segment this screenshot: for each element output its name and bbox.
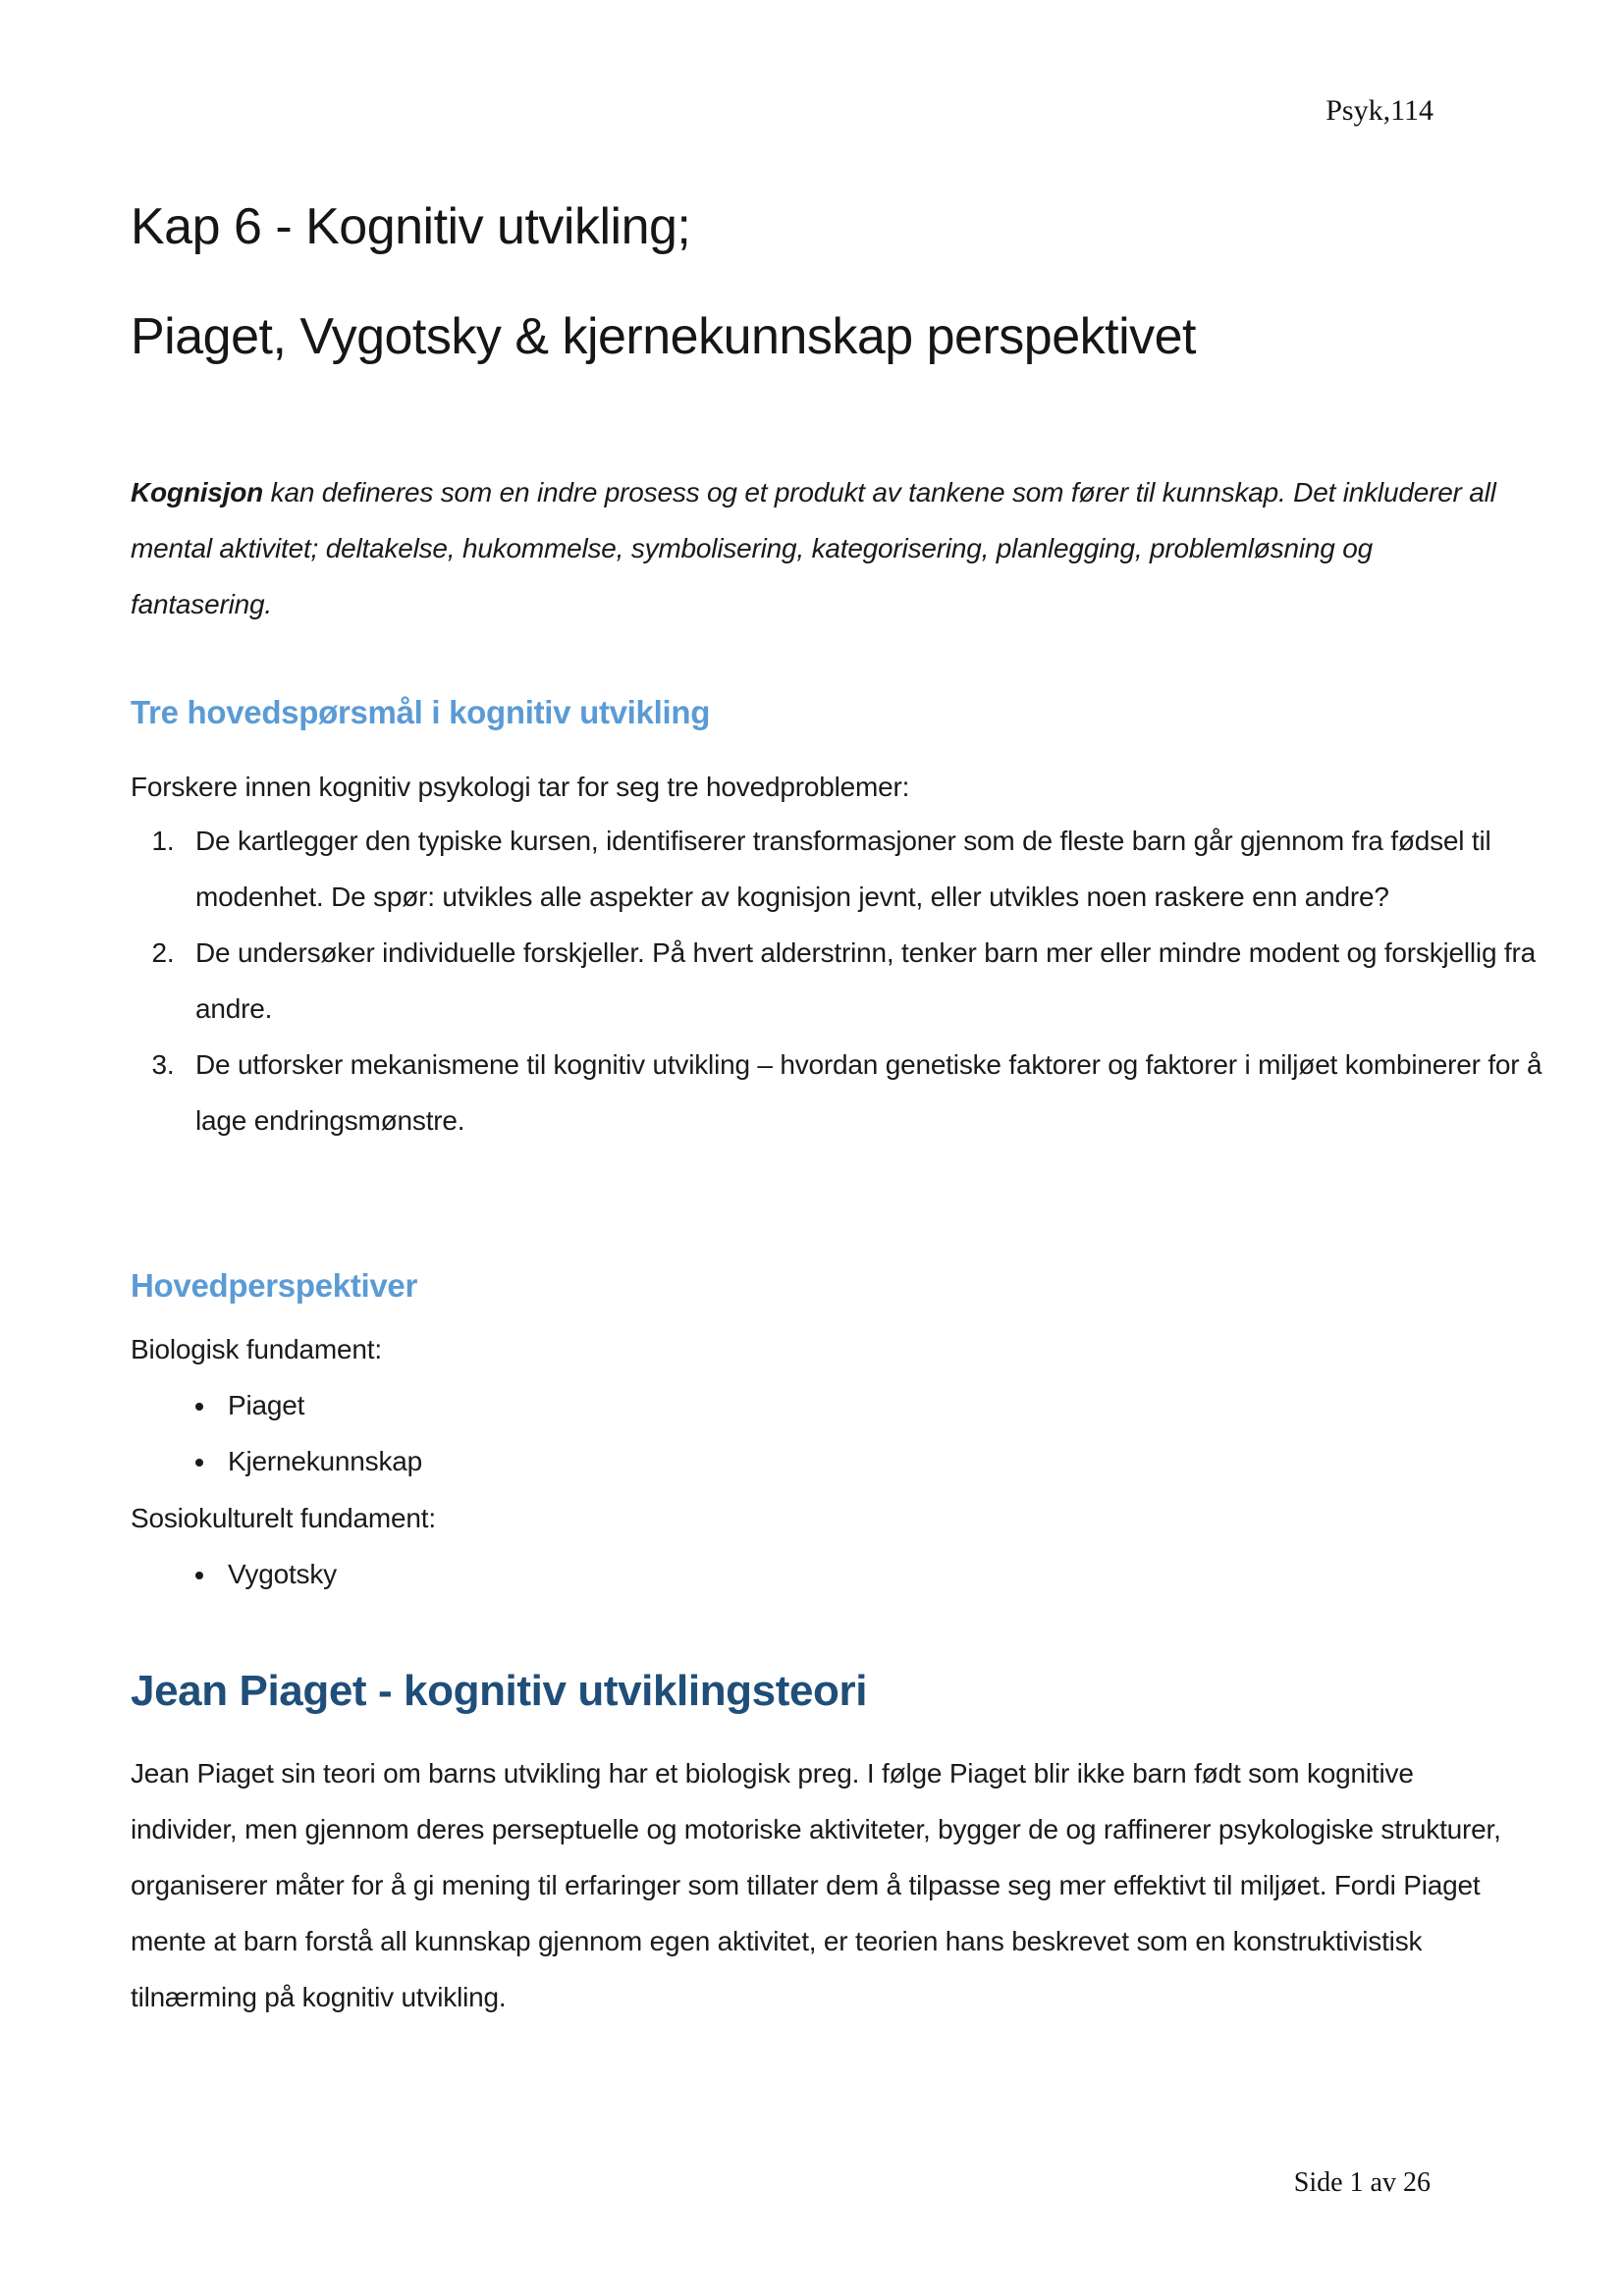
page-title-line-1: Kap 6 - Kognitiv utvikling; bbox=[131, 198, 691, 255]
perspective-list-sociocultural bbox=[131, 1546, 1593, 1602]
page-title-line-2: Piaget, Vygotsky & kjernekunnskap perspektivet bbox=[131, 308, 1196, 365]
intro-lead-word: Kognisjon bbox=[131, 477, 264, 507]
question-item-1: 1. De kartlegger den typiske kursen, identifiserer transformasjoner som de fleste barn går gjennom fra fødsel til modenhet. De spør: utvikles alle aspekter av kognisjon jevnt, eller utvikles noen raskere enn andre? bbox=[182, 813, 1556, 925]
paragraph-research-intro: Forskere innen kognitiv psykologi tar for seg tre hovedproblemer: bbox=[131, 772, 910, 802]
question-item-2: 2. De undersøker individuelle forskjeller. På hvert alderstrinn, tenker barn mer eller mindre modent og forskjellig fra andre. bbox=[182, 925, 1556, 1037]
perspective-list-biological bbox=[131, 1377, 1593, 1489]
page-number: Side 1 av 26 bbox=[1293, 2167, 1431, 2198]
question-list bbox=[131, 813, 1556, 1148]
label-biological-foundation: Biologisk fundament: bbox=[131, 1334, 382, 1364]
paragraph-piaget-theory: Jean Piaget sin teori om barns utvikling har et biologisk preg. I følge Piaget blir ikke barn født som kognitive individer, men gjennom deres perseptuelle og motoriske aktiviteter, bygger de og raffinerer psykologiske strukturer, organiserer måter for å gi mening til erfaringer som tillater dem å tilpasse seg mer effektivt til miljøet. Fordi Piaget mente at barn forstå all kunnskap gjennom egen aktivitet, er teorien hans beskrevet som en konstruktivistisk tilnærming på kognitiv utvikling. bbox=[131, 1758, 1501, 2012]
section-heading-jean-piaget: Jean Piaget - kognitiv utviklingsteori bbox=[131, 1667, 868, 1715]
course-code: Psyk,114 bbox=[1325, 94, 1434, 127]
perspective-item-kjernekunnskap: • Kjernekunnskap bbox=[218, 1433, 1593, 1489]
intro-paragraph bbox=[131, 464, 1505, 632]
perspective-item-piaget: • Piaget bbox=[218, 1377, 1593, 1433]
intro-body-text: kan defineres som en indre prosess og et produkt av tankene som fører til kunnskap. Det inkluderer all mental aktivitet; deltakelse, hukommelse, symbolisering, kategorisering, planlegging, problemløsning og fantasering. bbox=[131, 477, 1496, 619]
section-heading-three-questions: Tre hovedspørsmål i kognitiv utvikling bbox=[131, 694, 711, 730]
question-item-3: 3. De utforsker mekanismene til kognitiv utvikling – hvordan genetiske faktorer og faktorer i miljøet kombinerer for å lage endringsmønstre. bbox=[182, 1037, 1556, 1148]
label-sociocultural-foundation: Sosiokulturelt fundament: bbox=[131, 1503, 436, 1533]
section-heading-perspectives: Hovedperspektiver bbox=[131, 1267, 418, 1304]
perspective-item-vygotsky: • Vygotsky bbox=[218, 1546, 1593, 1602]
